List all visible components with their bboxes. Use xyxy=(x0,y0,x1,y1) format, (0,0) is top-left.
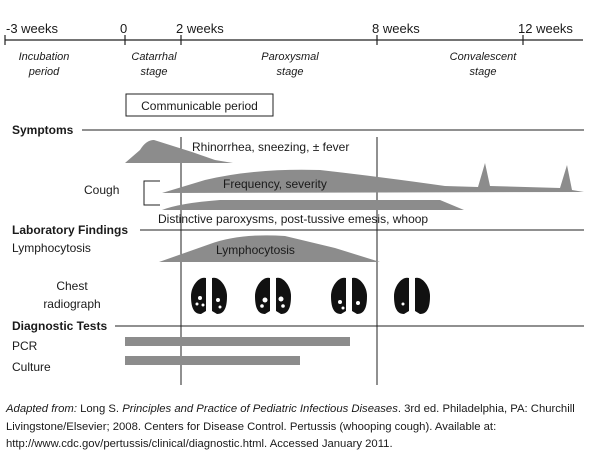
row-label-chest-line2: radiograph xyxy=(43,297,101,311)
section-diagnostic: Diagnostic Tests xyxy=(12,319,108,333)
paroxysms-label: Distinctive paroxysms, post-tussive emesis, whoop xyxy=(158,212,429,226)
row-label-lymphocytosis: Lymphocytosis xyxy=(12,241,91,255)
phase-catarrhal-line2: stage xyxy=(140,66,168,78)
chest-xray-lungs-icon xyxy=(191,278,227,314)
tick-label-12-weeks: 12 weeks xyxy=(518,21,573,36)
cough-frequency-label: Frequency, severity xyxy=(223,177,327,191)
section-laboratory: Laboratory Findings xyxy=(12,223,129,237)
caption-prefix: Adapted from: xyxy=(6,403,77,415)
tick-label-0: 0 xyxy=(120,21,128,36)
row-label-pcr: PCR xyxy=(12,339,38,353)
phase-paroxysmal-line1: Paroxysmal xyxy=(261,51,319,63)
row-label-cough: Cough xyxy=(84,183,120,197)
cough-bracket xyxy=(144,181,160,205)
phase-catarrhal-line1: Catarrhal xyxy=(131,51,177,63)
section-symptoms: Symptoms xyxy=(12,123,74,137)
caption-part2: . 3rd ed. Philadelphia, PA: Churchill Livingstone/Elsevier; 2008. Centers for Disease Control. Pertussis (whooping cough). Available at: http://www.cdc.gov/pertussis/clinical/diagnostic.html. Accessed January 2011. xyxy=(6,403,575,450)
phase-convalescent-line1: Convalescent xyxy=(449,51,517,63)
caption-book-title: Principles and Practice of Pediatric Infectious Diseases xyxy=(122,403,398,415)
chest-xray-lungs-icon xyxy=(255,278,291,314)
paroxysms-shape xyxy=(162,200,464,210)
row-label-chest-line1: Chest xyxy=(56,279,88,293)
caption-part1: Long S. xyxy=(76,403,123,415)
tick-label-minus-3-weeks: -3 weeks xyxy=(6,21,59,36)
rhinorrhea-label: Rhinorrhea, sneezing, ± fever xyxy=(192,140,350,154)
row-label-culture: Culture xyxy=(12,360,51,374)
tick-label-2-weeks: 2 weeks xyxy=(176,21,224,36)
phase-incubation-line1: Incubation xyxy=(18,51,70,63)
lymphocytosis-label: Lymphocytosis xyxy=(216,243,295,257)
phase-convalescent-line2: stage xyxy=(469,66,497,78)
phase-incubation-line2: period xyxy=(28,66,60,78)
chest-xray-lungs-icon xyxy=(394,278,430,314)
phase-paroxysmal-line2: stage xyxy=(276,66,304,78)
culture-bar xyxy=(125,356,300,365)
source-caption xyxy=(6,401,596,454)
chest-xray-lungs-icon xyxy=(331,278,367,314)
communicable-period-label: Communicable period xyxy=(141,99,258,113)
tick-label-8-weeks: 8 weeks xyxy=(372,21,420,36)
pcr-bar xyxy=(125,337,350,346)
